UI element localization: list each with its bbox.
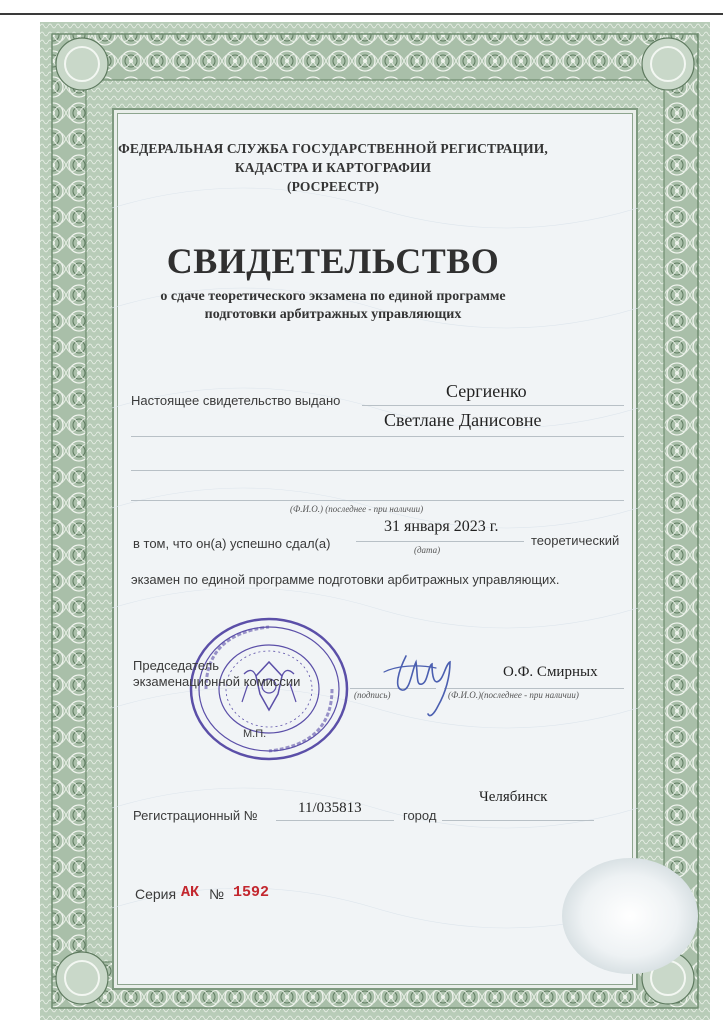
series-number: 1592: [233, 884, 270, 901]
date-underline: [356, 541, 524, 542]
issued-label: Настоящее свидетельство выдано: [131, 393, 341, 408]
fio-hint: (Ф.И.О.) (последнее - при наличии): [290, 504, 424, 514]
registration-underline: [276, 820, 394, 821]
holder-name-patronymic: Светлане Данисовне: [384, 410, 542, 430]
agency-line-1: ФЕДЕРАЛЬНАЯ СЛУЖБА ГОСУДАРСТВЕННОЙ РЕГИСТРАЦИИ,: [118, 141, 548, 156]
exam-prefix: в том, что он(а) успешно сдал(а): [133, 536, 331, 551]
exam-suffix: теоретический: [531, 533, 620, 548]
chairman-label-line-1: Председатель: [133, 658, 220, 673]
official-seal-stamp: [186, 614, 352, 764]
chairman-label-line-2: экзаменационной комиссии: [133, 674, 301, 689]
fio-underline: [131, 500, 624, 501]
city-value: Челябинск: [479, 789, 548, 805]
certificate-title: СВИДЕТЕЛЬСТВО: [166, 241, 500, 281]
chairman-name-underline: [444, 688, 624, 689]
registration-label: Регистрационный №: [133, 808, 258, 823]
agency-line-2: КАДАСТРА И КАРТОГРАФИИ: [234, 160, 432, 175]
exam-line-2: экзамен по единой программе подготовки арбитражных управляющих.: [131, 572, 560, 587]
signature-hint: (подпись): [354, 690, 391, 700]
registration-number: 11/035813: [298, 800, 362, 816]
chairman-name: О.Ф. Смирных: [503, 664, 598, 680]
hologram-sticker: [560, 856, 700, 976]
chairman-fio-hint: (Ф.И.О.)(последнее - при наличии): [448, 690, 579, 700]
date-hint: (дата): [414, 545, 441, 555]
subtitle-line-2: подготовки арбитражных управляющих: [204, 307, 462, 322]
holder-surname: Сергиенко: [446, 381, 527, 401]
city-label: город: [403, 808, 437, 823]
number-sign: №: [209, 886, 225, 902]
series-label: Серия: [135, 886, 177, 902]
empty-underline: [131, 470, 624, 471]
chairman-signature: [376, 642, 468, 722]
stamp-place-mark: М.П.: [243, 728, 267, 740]
exam-date: 31 января 2023 г.: [384, 518, 499, 535]
surname-underline: [362, 405, 624, 406]
name-underline: [131, 436, 624, 437]
subtitle-line-1: о сдаче теоретического экзамена по единой программе: [160, 289, 506, 304]
series-code: АК: [181, 884, 200, 901]
scan-top-edge-line: [0, 13, 723, 15]
agency-line-3: (РОСРЕЕСТР): [287, 179, 379, 194]
city-underline: [442, 820, 594, 821]
